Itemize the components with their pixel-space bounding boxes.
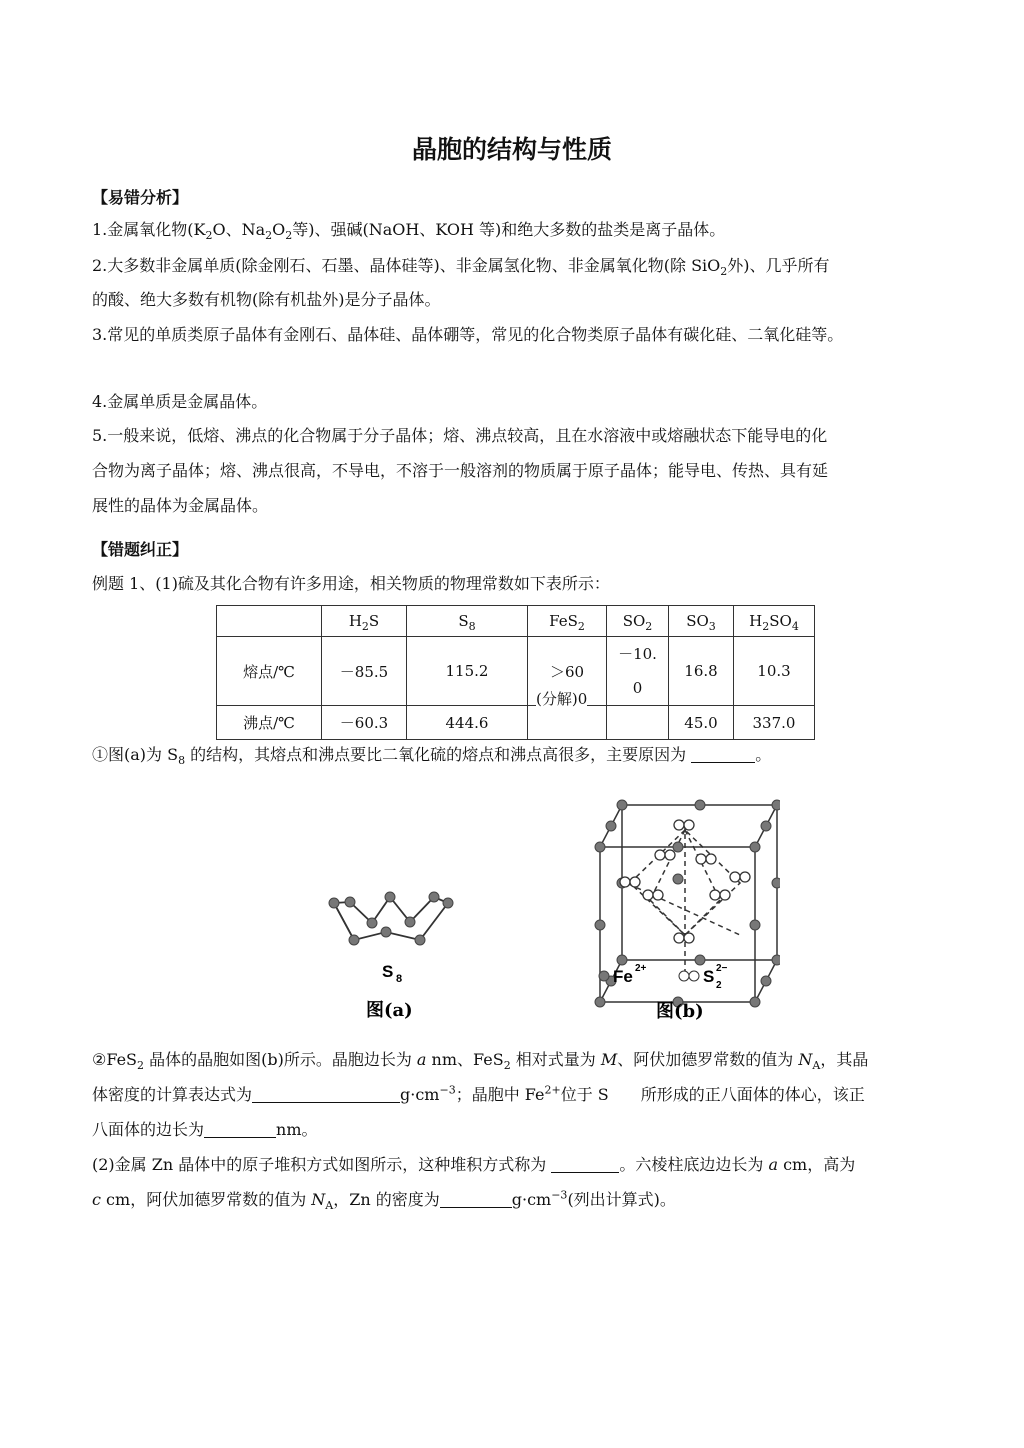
answer-blank[interactable]	[551, 1156, 619, 1173]
s8-structure-figure	[320, 885, 460, 1020]
answer-blank[interactable]	[252, 1086, 400, 1103]
table-cell: 16.8	[669, 637, 734, 706]
table-cell: 337.0	[734, 706, 815, 740]
fe-legend-sup: 2+	[635, 963, 647, 974]
s2-ion-legend-icon	[679, 971, 689, 981]
s8-label: S	[382, 962, 394, 981]
section-heading-error-analysis: 【易错分析】	[92, 188, 189, 207]
table-cell: ＞60	[528, 637, 607, 706]
s2-legend-sub: 2	[716, 980, 722, 991]
paragraph-1: 1.金属氧化物($K_2O$、$Na_2O_2$等)、强碱(NaOH、KOH 等)和绝大多数的盐类是离子晶体。	[92, 220, 726, 243]
paragraph-4: 4.金属单质是金属晶体。	[92, 392, 268, 411]
table-corner-cell	[217, 606, 322, 637]
header-so2: $SO_2$	[607, 606, 669, 637]
paragraph-2-line-2: 的酸、绝大多数有机物(除有机盐外)是分子晶体。	[92, 290, 441, 309]
table-cell	[528, 690, 607, 740]
section-heading-correction: 【错题纠正】	[92, 540, 189, 559]
paragraph-5-line-2: 合物为离子晶体；熔、沸点很高，不导电，不溶于一般溶剂的物质属于原子晶体；能导电、传热、具有延	[92, 461, 829, 480]
table-cell: 45.0	[669, 706, 734, 740]
table-cell: －10. 0	[607, 637, 669, 706]
question-2-line-2: 体密度的计算表达式为 $g\cdot cm^{-3}$；晶胞中 $Fe^{2+}$位于 S 所形成的正八面体的体心，该正	[92, 1083, 865, 1104]
paragraph-5-line-3: 展性的晶体为金属晶体。	[92, 496, 269, 515]
question-3-line-1: (2)金属 Zn 晶体中的原子堆积方式如图所示，这种堆积方式称为 。六棱柱底边边长为 a cm，高为	[92, 1155, 856, 1174]
table-cell: 115.2	[407, 637, 528, 706]
answer-blank[interactable]	[440, 1191, 512, 1208]
question-1: ①图(a)为 $S_8$ 的结构，其熔点和沸点要比二氧化硫的熔点和沸点高很多，主要原因为 。	[92, 745, 772, 768]
table-cell	[607, 706, 669, 740]
fe-legend-label: Fe	[613, 967, 633, 986]
fes2-unit-cell-figure	[590, 795, 780, 1025]
table-cell: －60.3	[322, 706, 407, 740]
figure-b-caption: 图(b)	[656, 1001, 704, 1022]
example-intro: 例题 1、(1)硫及其化合物有许多用途，相关物质的物理常数如下表所示：	[92, 574, 610, 593]
header-so3: $SO_3$	[669, 606, 734, 637]
table-cell: 444.6	[407, 706, 528, 740]
physical-constants-table	[216, 605, 815, 740]
header-s8: $S_8$	[407, 606, 528, 637]
figure-a-caption: 图(a)	[366, 1000, 413, 1020]
answer-blank[interactable]	[204, 1121, 276, 1138]
fe-ion-legend-icon	[599, 971, 609, 981]
question-3-line-2: c cm，阿伏加德罗常数的值为 $N_A$，Zn 的密度为 $g\cdot cm^{-3}$(列出计算式)。	[92, 1188, 676, 1213]
s2-legend-sup: 2−	[716, 963, 728, 974]
question-2-line-1: ②FeS$_2$ 晶体的晶胞如图(b)所示。晶胞边长为 a nm、FeS$_2$ 相对式量为 M、阿伏加德罗常数的值为 $N_A$，其晶	[92, 1050, 869, 1073]
header-h2so4: $H_2SO_4$	[734, 606, 815, 637]
table-cell: 10.3	[734, 637, 815, 706]
header-fes2: FeS$_2$	[528, 606, 607, 637]
row-label-boiling: 沸点/℃	[217, 706, 322, 740]
fes2-decompose-note: (分解)0	[536, 690, 588, 708]
question-2-line-3: 八面体的边长为 nm。	[92, 1120, 318, 1139]
paragraph-5-line-1: 5.一般来说，低熔、沸点的化合物属于分子晶体；熔、沸点较高，且在水溶液中或熔融状态下能导电的化	[92, 426, 828, 445]
table-cell: －85.5	[322, 637, 407, 706]
row-label-melting: 熔点/℃	[217, 637, 322, 706]
s2-legend-label: S	[703, 967, 715, 986]
header-h2s: $H_2S$	[322, 606, 407, 637]
paragraph-3: 3.常见的单质类原子晶体有金刚石、晶体硅、晶体硼等，常见的化合物类原子晶体有碳化硅、二氧化硅等。	[92, 325, 844, 344]
paragraph-2-line-1: 2.大多数非金属单质(除金刚石、石墨、晶体硅等)、非金属氢化物、非金属氧化物(除 SiO$_2$外)、几乎所有	[92, 256, 830, 279]
answer-blank[interactable]	[691, 746, 755, 763]
page-title: 晶胞的结构与性质	[411, 135, 612, 164]
s8-label-subscript: 8	[396, 973, 403, 985]
